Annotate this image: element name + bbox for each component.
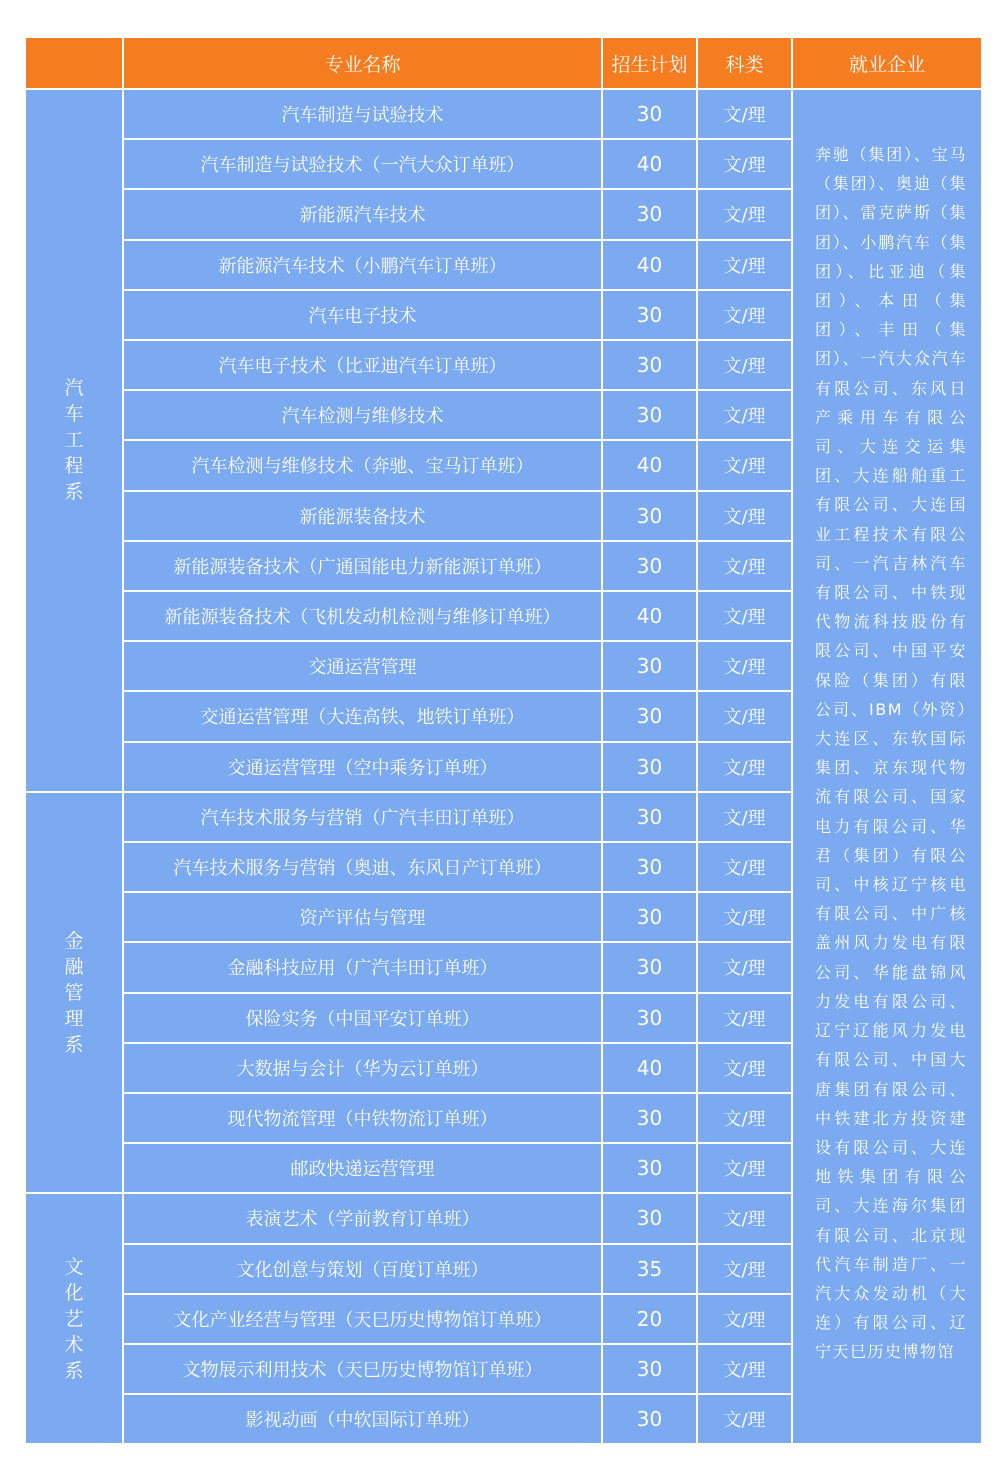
subject-category-cell: 文/理 <box>698 743 791 791</box>
enrollment-plan-cell: 30 <box>603 692 696 740</box>
subject-category-cell: 文/理 <box>698 642 791 690</box>
enrollment-plan-cell: 30 <box>603 391 696 439</box>
subject-category-cell: 文/理 <box>698 90 791 138</box>
enrollment-plan-cell: 30 <box>603 994 696 1042</box>
major-name-cell: 交通运营管理（大连高铁、地铁订单班） <box>124 692 601 740</box>
subject-category-cell: 文/理 <box>698 391 791 439</box>
enrollment-plan-cell: 20 <box>603 1295 696 1343</box>
major-name-cell: 大数据与会计（华为云订单班） <box>124 1044 601 1092</box>
employment-companies-cell: 奔驰（集团）、宝马（集团）、奥迪（集团）、雷克萨斯（集团）、小鹏汽车（集团）、比亚迪（集团）、本田（集团）、丰田（集团）、一汽大众汽车有限公司、东风日产乘用车有限公司、大连交运集团、大连船舶重工有限公司、大连国业工程技术有限公司、一汽吉林汽车有限公司、中铁现代物流科技股份有限公司、中国平安保险（集团）有限公司、IBM（外资）大连区、东软国际集团、京东现代物流有限公司、国家电力有限公司、华君（集团）有限公司、中核辽宁核电有限公司、中广核盖州风力发电有限公司、华能盘锦风力发电有限公司、辽宁辽能风力发电有限公司、中国大唐集团有限公司、中铁建北方投资建设有限公司、大连地铁集团有限公司、大连海尔集团有限公司、北京现代汽车制造厂、一汽大众发动机（大连）有限公司、辽宁天巳历史博物馆 <box>793 90 981 1443</box>
subject-category-cell: 文/理 <box>698 1395 791 1443</box>
enrollment-plan-cell: 30 <box>603 542 696 590</box>
major-name-cell: 交通运营管理（空中乘务订单班） <box>124 743 601 791</box>
subject-category-cell: 文/理 <box>698 241 791 289</box>
subject-category-cell: 文/理 <box>698 1295 791 1343</box>
subject-category-cell: 文/理 <box>698 1245 791 1293</box>
subject-category-cell: 文/理 <box>698 592 791 640</box>
major-name-cell: 影视动画（中软国际订单班） <box>124 1395 601 1443</box>
department-name: 汽车工程系 <box>64 377 84 504</box>
subject-category-cell: 文/理 <box>698 893 791 941</box>
department-name-cell <box>26 90 122 791</box>
major-name-cell: 新能源装备技术（广通国能电力新能源订单班） <box>124 542 601 590</box>
major-name-cell: 金融科技应用（广汽丰田订单班） <box>124 943 601 991</box>
major-name-cell: 邮政快递运营管理 <box>124 1144 601 1192</box>
subject-category-cell: 文/理 <box>698 1194 791 1242</box>
enrollment-plan-cell: 30 <box>603 893 696 941</box>
subject-category-cell: 文/理 <box>698 140 791 188</box>
header-companies: 就业企业 <box>793 38 981 88</box>
subject-category-cell: 文/理 <box>698 793 791 841</box>
enrollment-plan-cell: 30 <box>603 943 696 991</box>
enrollment-plan-cell: 30 <box>603 1395 696 1443</box>
subject-category-cell: 文/理 <box>698 190 791 238</box>
major-name-cell: 新能源汽车技术（小鹏汽车订单班） <box>124 241 601 289</box>
subject-category-cell: 文/理 <box>698 692 791 740</box>
major-name-cell: 保险实务（中国平安订单班） <box>124 994 601 1042</box>
enrollment-plan-cell: 30 <box>603 492 696 540</box>
enrollment-plan-cell: 40 <box>603 140 696 188</box>
enrollment-plan-cell: 40 <box>603 241 696 289</box>
major-name-cell: 交通运营管理 <box>124 642 601 690</box>
enrollment-plan-cell: 40 <box>603 592 696 640</box>
enrollment-plan-cell: 30 <box>603 843 696 891</box>
major-name-cell: 汽车电子技术 <box>124 291 601 339</box>
subject-category-cell: 文/理 <box>698 291 791 339</box>
enrollment-plan-cell: 40 <box>603 441 696 489</box>
major-name-cell: 现代物流管理（中铁物流订单班） <box>124 1094 601 1142</box>
enrollment-plan-cell: 30 <box>603 743 696 791</box>
department-name-cell <box>26 1194 122 1443</box>
enrollment-plan-cell: 30 <box>603 291 696 339</box>
major-name-cell: 汽车检测与维修技术（奔驰、宝马订单班） <box>124 441 601 489</box>
department-name: 金融管理系 <box>64 929 84 1056</box>
enrollment-plan-cell: 30 <box>603 190 696 238</box>
major-name-cell: 汽车技术服务与营销（广汽丰田订单班） <box>124 793 601 841</box>
subject-category-cell: 文/理 <box>698 1094 791 1142</box>
major-name-cell: 新能源装备技术 <box>124 492 601 540</box>
major-name-cell: 新能源汽车技术 <box>124 190 601 238</box>
subject-category-cell: 文/理 <box>698 843 791 891</box>
subject-category-cell: 文/理 <box>698 542 791 590</box>
major-name-cell: 汽车制造与试验技术（一汽大众订单班） <box>124 140 601 188</box>
subject-category-cell: 文/理 <box>698 341 791 389</box>
major-name-cell: 资产评估与管理 <box>124 893 601 941</box>
major-name-cell: 汽车制造与试验技术 <box>124 90 601 138</box>
department-name-cell <box>26 793 122 1193</box>
enrollment-plan-cell: 30 <box>603 1094 696 1142</box>
enrollment-plan-cell: 30 <box>603 1144 696 1192</box>
header-blank <box>26 38 122 88</box>
department-name: 文化艺术系 <box>64 1255 84 1382</box>
enrollment-plan-cell: 30 <box>603 1194 696 1242</box>
major-name-cell: 文物展示利用技术（天巳历史博物馆订单班） <box>124 1345 601 1393</box>
enrollment-plan-cell: 35 <box>603 1245 696 1293</box>
major-name-cell: 汽车电子技术（比亚迪汽车订单班） <box>124 341 601 389</box>
major-name-cell: 文化创意与策划（百度订单班） <box>124 1245 601 1293</box>
subject-category-cell: 文/理 <box>698 1044 791 1092</box>
enrollment-plan-cell: 30 <box>603 1345 696 1393</box>
subject-category-cell: 文/理 <box>698 943 791 991</box>
header-major: 专业名称 <box>124 38 601 88</box>
subject-category-cell: 文/理 <box>698 1144 791 1192</box>
enrollment-plan-cell: 30 <box>603 90 696 138</box>
major-name-cell: 汽车技术服务与营销（奥迪、东风日产订单班） <box>124 843 601 891</box>
enrollment-plan-cell: 30 <box>603 341 696 389</box>
subject-category-cell: 文/理 <box>698 994 791 1042</box>
major-name-cell: 文化产业经营与管理（天巳历史博物馆订单班） <box>124 1295 601 1343</box>
header-category: 科类 <box>698 38 791 88</box>
major-name-cell: 汽车检测与维修技术 <box>124 391 601 439</box>
subject-category-cell: 文/理 <box>698 1345 791 1393</box>
enrollment-plan-cell: 30 <box>603 642 696 690</box>
header-plan: 招生计划 <box>603 38 696 88</box>
enrollment-plan-cell: 30 <box>603 793 696 841</box>
subject-category-cell: 文/理 <box>698 441 791 489</box>
major-name-cell: 新能源装备技术（飞机发动机检测与维修订单班） <box>124 592 601 640</box>
subject-category-cell: 文/理 <box>698 492 791 540</box>
enrollment-plan-cell: 40 <box>603 1044 696 1092</box>
major-name-cell: 表演艺术（学前教育订单班） <box>124 1194 601 1242</box>
